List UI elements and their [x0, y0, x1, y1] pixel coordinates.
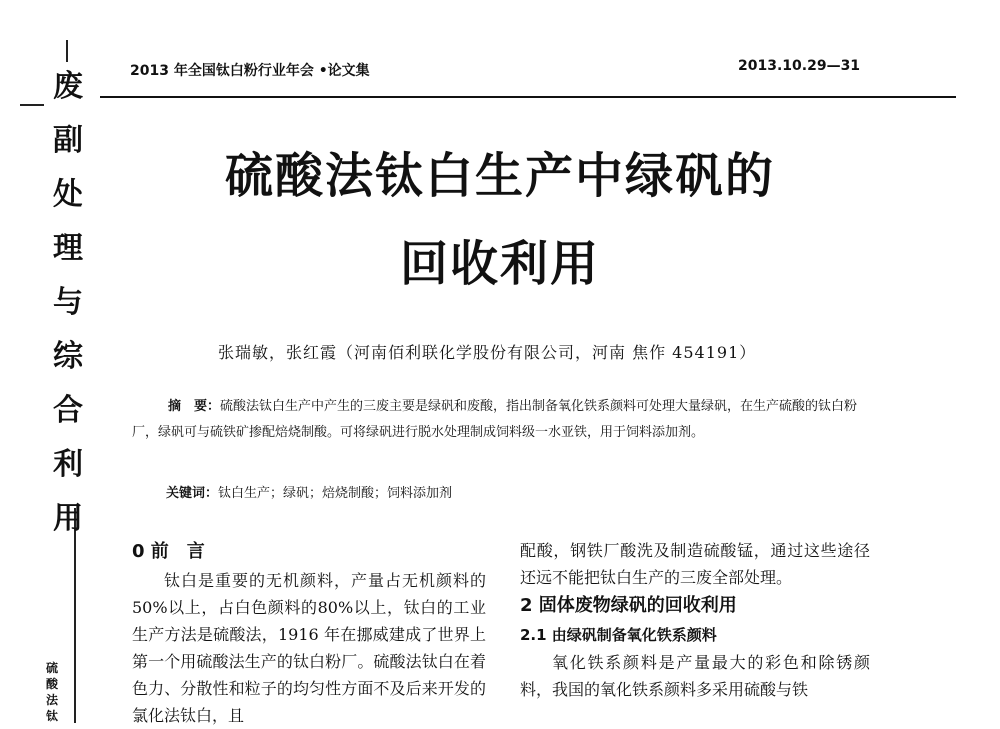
- sidebar-small-char: 法: [45, 693, 58, 707]
- sidebar-small-char: 钛: [45, 709, 58, 723]
- section-heading-intro: 0 前 言: [132, 541, 205, 562]
- body-paragraph-continued: 配酸，钢铁厂酸洗及制造硫酸锰，通过这些途径还远不能把钛白生产的三废全部处理。: [520, 541, 870, 587]
- sidebar-char: 利: [53, 447, 83, 482]
- sidebar-small-char: 硫: [45, 661, 58, 675]
- sidebar-tick: [66, 40, 68, 62]
- body-paragraph: 钛白是重要的无机颜料，产量占无机颜料的50%以上，占白色颜料的80%以上，钛白的工业生产方法是硫酸法，1916 年在挪威建成了世界上第一个用硫酸法生产的钛白粉厂。硫酸法钛白在着色力、分散性和粒子的均匀性方面不及后来开发的氯化法钛白，且: [132, 571, 486, 725]
- sidebar-char: 理: [53, 231, 83, 266]
- sidebar-char: 与: [53, 285, 83, 320]
- sidebar-char: 合: [53, 393, 83, 428]
- abstract: [132, 394, 862, 446]
- article-title-line1: 硫酸法钛白生产中绿矾的: [224, 148, 775, 204]
- sidebar-vertical-title: [48, 69, 88, 558]
- left-column: [132, 537, 486, 729]
- sidebar-char: 处: [53, 177, 83, 212]
- sidebar-char: 综: [53, 339, 83, 374]
- keywords-text: 钛白生产；绿矾；焙烧制酸；饲料添加剂: [218, 486, 453, 501]
- sidebar-small-title: [40, 660, 64, 724]
- author-line: 张瑞敏，张红霞（河南佰利联化学股份有限公司，河南 焦作 454191）: [218, 343, 757, 362]
- sidebar-char: 废: [53, 69, 83, 104]
- body-paragraph: 氧化铁系颜料是产量最大的彩色和除锈颜料，我国的氧化铁系颜料多采用硫酸与铁: [520, 653, 870, 699]
- abstract-label: 摘 要：: [168, 399, 221, 414]
- subsection-heading-2-1: 2.1 由绿矾制备氧化铁系颜料: [520, 626, 717, 644]
- section-heading-2: 2 固体废物绿矾的回收利用: [520, 595, 737, 616]
- article-title-line2: 回收利用: [399, 236, 600, 292]
- right-column: [520, 537, 870, 703]
- header-rule: [100, 96, 956, 98]
- running-header-title: 2013 年全国钛白粉行业年会 •论文集: [130, 63, 370, 79]
- keywords: [166, 482, 452, 501]
- sidebar-char: 用: [53, 501, 83, 536]
- keywords-label: 关键词：: [166, 486, 219, 501]
- sidebar-char: 副: [53, 123, 83, 158]
- sidebar-small-char: 酸: [45, 677, 58, 691]
- abstract-text: 硫酸法钛白生产中产生的三废主要是绿矾和废酸，指出制备氧化铁系颜料可处理大量绿矾，在生产硫酸的钛白粉厂，绿矾可与硫铁矿掺配焙烧制酸。可将绿矾进行脱水处理制成饲料级一水亚铁，用于饲料添加剂。: [132, 399, 858, 440]
- sidebar-dash: [20, 104, 44, 106]
- running-header-date: 2013.10.29—31: [738, 58, 861, 74]
